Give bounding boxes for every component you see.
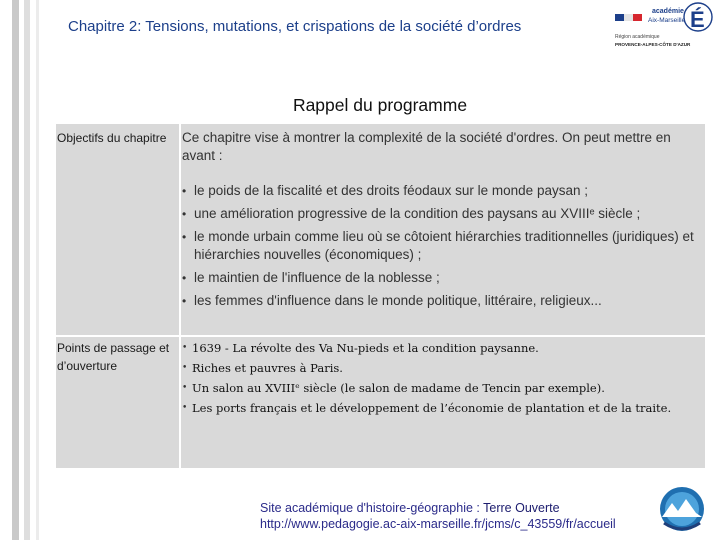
table-column-divider xyxy=(179,124,181,468)
decorative-bar xyxy=(36,0,39,540)
logo-region-line1: Région académique xyxy=(615,34,660,40)
table-row-divider xyxy=(56,335,705,337)
academie-logo xyxy=(612,2,716,52)
page-header-title: Chapitre 2: Tensions, mutations, et crispations de la société d’ordres xyxy=(68,18,522,35)
decorative-bar xyxy=(12,0,19,540)
passages-list xyxy=(182,338,704,418)
objectives-label: Objectifs du chapitre xyxy=(57,131,167,145)
section-title: Rappel du programme xyxy=(292,95,468,115)
list-item: • 1639 - La révolte des Va Nu-pieds et la condition paysanne. xyxy=(182,341,539,355)
objectives-list xyxy=(182,182,704,315)
objectives-intro: Ce chapitre vise à montrer la complexité de la société d'ordres. On peut mettre en avant : xyxy=(182,130,671,163)
terre-ouverte-logo xyxy=(650,483,714,539)
list-item: • une amélioration progressive de la condition des paysans au XVIIIᵉ siècle ; xyxy=(182,206,641,221)
footer-site-name[interactable]: Terre Ouverte xyxy=(483,501,560,515)
decorative-bar xyxy=(24,0,30,540)
logo-line2: Aix-Marseille xyxy=(648,17,686,24)
list-item: • le poids de la fiscalité et des droits féodaux sur le monde paysan ; xyxy=(182,183,588,198)
list-item: • le monde urbain comme lieu où se côtoient hiérarchies traditionnelles (juridiques) et hiérarchies nouvelles (économiques) ; xyxy=(182,229,694,262)
svg-text:É: É xyxy=(690,7,705,32)
list-item: • les femmes d'influence dans le monde politique, littéraire, religieux... xyxy=(182,293,602,308)
passages-label: Points de passage et d’ouverture xyxy=(57,341,170,373)
footer-site-label: Site académique d'histoire-géographie : xyxy=(260,501,484,515)
footer-url-link[interactable]: http://www.pedagogie.ac-aix-marseille.fr/jcms/c_43559/fr/accueil xyxy=(260,517,616,531)
list-item: • Riches et pauvres à Paris. xyxy=(182,361,343,375)
footer xyxy=(260,500,616,532)
logo-region-line2: PROVENCE-ALPES-CÔTE D'AZUR xyxy=(615,42,691,47)
list-item: • Les ports français et le développement de l’économie de plantation et de la traite. xyxy=(182,401,672,415)
list-item: • Un salon au XVIIIᵉ siècle (le salon de madame de Tencin par exemple). xyxy=(182,381,605,395)
list-item: • le maintien de l'influence de la noblesse ; xyxy=(182,270,440,285)
logo-line1: académie xyxy=(652,8,684,15)
